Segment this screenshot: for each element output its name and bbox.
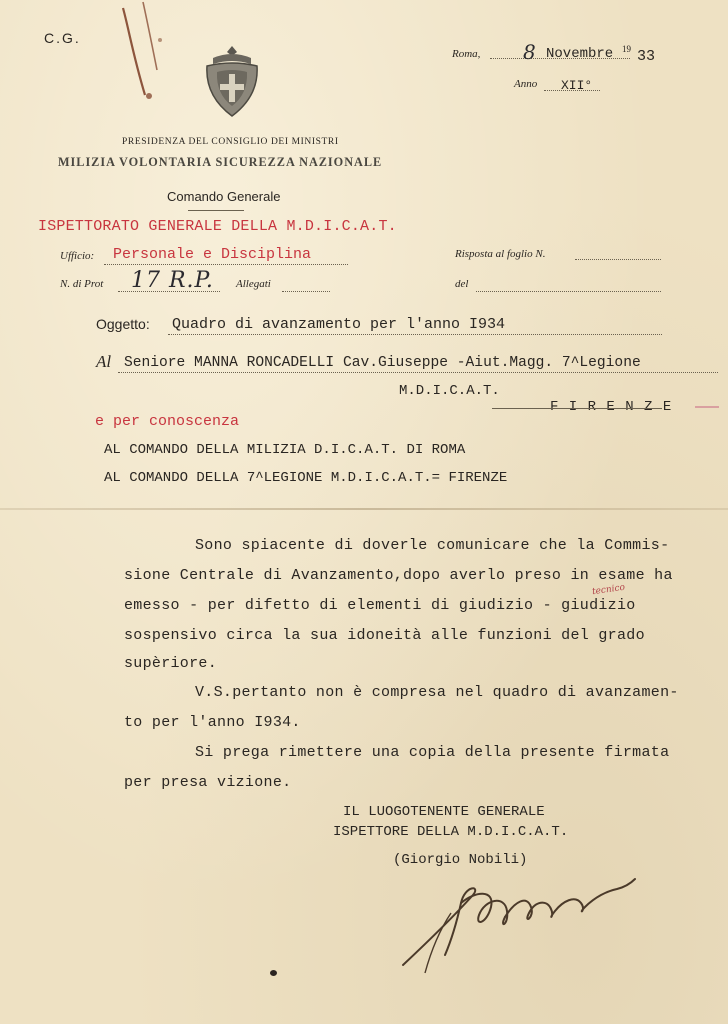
addressee-city: F I R E N Z E [550,399,673,415]
addressee-line1: Seniore MANNA RONCADELLI Cav.Giuseppe -Aiut.Magg. 7^Legione [124,355,641,371]
addressee-underline [118,372,718,373]
date-year: 33 [637,48,656,65]
allegati-label: Allegati [236,278,271,290]
place-label: Roma, [452,48,481,60]
date-year-prefix: 19 [622,44,631,54]
handwritten-signature [395,855,645,980]
body-line: per presa vizione. [124,774,292,791]
ufficio-value: Personale e Disciplina [113,246,312,263]
fold-crease [0,508,728,510]
cc-line2: AL COMANDO DELLA 7^LEGIONE M.D.I.C.A.T.= FIRENZE [104,470,508,486]
ufficio-underline [104,264,348,265]
savoy-crest-icon [203,44,261,120]
prot-label: N. di Prot [60,278,104,290]
ink-dot [270,970,277,976]
del-label: del [455,278,469,290]
date-day: 8 [523,40,536,64]
risposta-underline [575,259,661,260]
anno-label: Anno [514,78,538,90]
body-line: sospensivo circa la sua idoneità alle funzioni del grado [124,627,645,644]
body-line: Sono spiacente di doverle comunicare che la Commis- [195,537,670,554]
signatory-name: (Giorgio Nobili) [393,852,528,868]
signatory-title-1: IL LUOGOTENENTE GENERALE [343,804,545,820]
body-line: Si prega rimettere una copia della presente firmata [195,744,670,761]
body-line: supèriore. [124,655,218,672]
signatory-title-2: ISPETTORE DELLA M.D.I.C.A.T. [333,824,569,840]
militia-title: MILIZIA VOLONTARIA SICUREZZA NAZIONALE [58,155,383,169]
addressee-prefix: Al [96,352,112,371]
cc-line1: AL COMANDO DELLA MILIZIA D.I.C.A.T. DI ROMA [104,442,466,458]
subject-underline [168,334,662,335]
city-strike [492,408,662,409]
ufficio-label: Ufficio: [60,250,95,262]
subject-value: Quadro di avanzamento per l'anno I934 [172,316,506,333]
subject-label: Oggetto: [96,316,150,332]
del-underline [476,291,661,292]
risposta-label: Risposta al foglio N. [455,248,546,260]
cc-label: e per conoscenza [95,413,240,430]
body-line: emesso - per difetto di elementi di giudizio - giudizio [124,597,636,614]
prot-value: 17 R.P. [131,268,214,293]
handwritten-correction: tecnico [591,582,626,598]
addressee-line2: M.D.I.C.A.T. [399,383,500,399]
red-mark [695,406,719,408]
command-title: Comando Generale [167,189,281,204]
allegati-underline [282,291,330,292]
presidency-line: PRESIDENZA DEL CONSIGLIO DEI MINISTRI [122,137,339,147]
body-line: V.S.pertanto non è compresa nel quadro di avanzamen- [195,684,679,701]
anno-value: XII° [561,78,593,93]
inspectorate-title: ISPETTORATO GENERALE DELLA M.D.I.C.A.T. [38,218,397,235]
rust-stain [105,0,175,110]
command-rule [188,210,244,211]
corner-mark: C.G. [44,30,81,46]
body-line: to per l'anno I934. [124,714,301,731]
date-month: Novembre [546,46,614,62]
body-line: sione Centrale di Avanzamento,dopo averlo preso in esame ha [124,567,673,584]
